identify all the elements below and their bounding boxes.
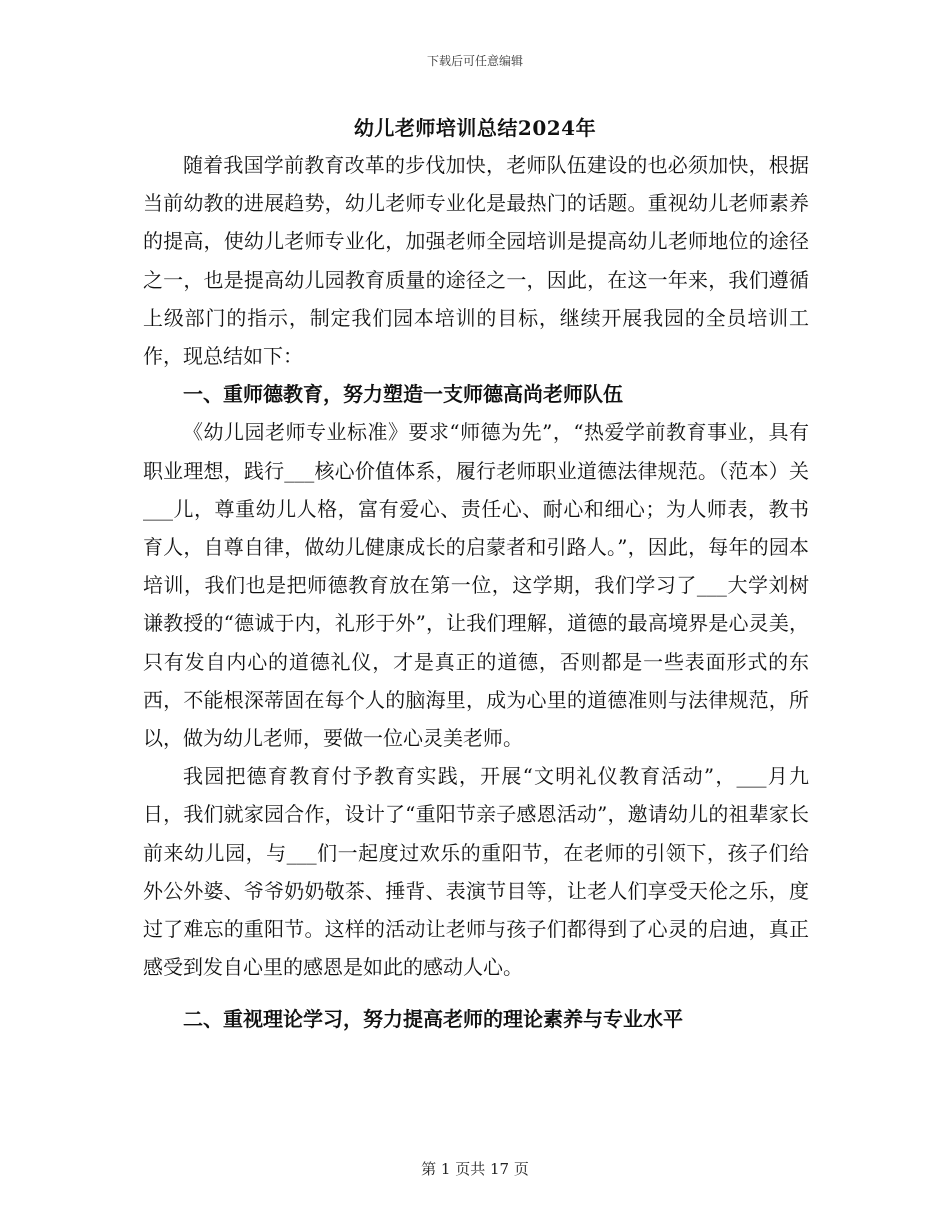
page-number: 第 1 页共 17 页 bbox=[421, 1160, 529, 1178]
body-paragraph: 《幼儿园老师专业标准》要求“师德为先”，“热爱学前教育事业，具有职业理想，践行___核心价值体系，履行老师职业道德法律规范。（范本）关___儿，尊重幼儿人格，富有爱心、责任心、耐心和细心；为人师表，教书育人，自尊自律，做幼儿健康成长的启蒙者和引路人。”，因此，每年的园本培训，我们也是把师德教育放在第一位，这学期，我们学习了___大学刘树谦教授的“德诚于内，礼形于外”，让我们理解，道德的最高境界是心灵美，只有发自内心的道德礼仪，才是真正的道德，否则都是一些表面形式的东西，不能根深蒂固在每个人的脑海里，成为心里的道德准则与法律规范，所以，做为幼儿老师，要做一位心灵美老师。 bbox=[143, 420, 809, 751]
body-paragraph: 我园把德育教育付予教育实践，开展“文明礼仪教育活动”，___月九日，我们就家园合作，设计了“重阳节亲子感恩活动”，邀请幼儿的祖辈家长前来幼儿园，与___们一起度过欢乐的重阳节，在老师的引领下，孩子们给外公外婆、爷爷奶奶敬茶、捶背、表演节目等，让老人们享受天伦之乐，度过了难忘的重阳节。这样的活动让老师与孩子们都得到了心灵的启迪，真正感受到发自心里的感恩是如此的感动人心。 bbox=[143, 764, 809, 980]
document-title: 幼儿老师培训总结2024年 bbox=[353, 116, 597, 140]
section-heading-1: 一、重师德教育，努力塑造一支师德高尚老师队伍 bbox=[183, 382, 623, 407]
header-note: 下载后可任意编辑 bbox=[426, 54, 523, 68]
intro-paragraph: 随着我国学前教育改革的步伐加快，老师队伍建设的也必须加快，根据当前幼教的进展趋势，幼儿老师专业化是最热门的话题。重视幼儿老师素养的提高，使幼儿老师专业化，加强老师全园培训是提高幼儿老师地位的途径之一，也是提高幼儿园教育质量的途径之一，因此，在这一年来，我们遵循上级部门的指示，制定我们园本培训的目标，继续开展我园的全员培训工作，现总结如下： bbox=[143, 153, 809, 369]
section-heading-2: 二、重视理论学习，努力提高老师的理论素养与专业水平 bbox=[183, 1007, 683, 1032]
document-body bbox=[143, 146, 809, 1039]
